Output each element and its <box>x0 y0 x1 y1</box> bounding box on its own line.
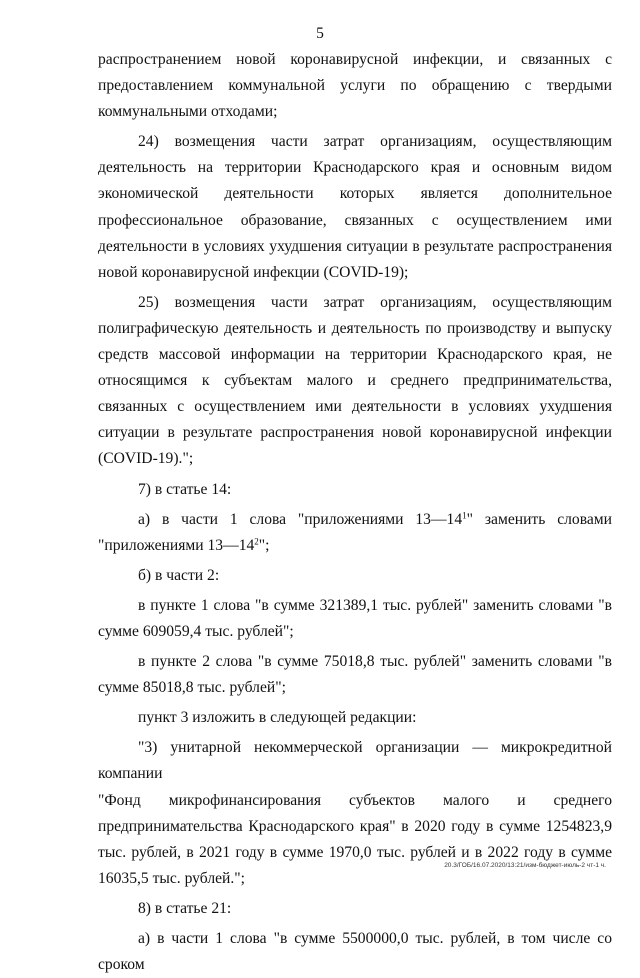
document-footer: 20.3/ГОБ/16.07.2020/13:21/изм-бюджет-июль-2 чт-1 ч. <box>444 862 606 869</box>
paragraph-article-14: 7) в статье 14: <box>138 480 232 498</box>
paragraph-point-2: в пункте 2 слова "в сумме 75018,8 тыс. рублей" заменить словами "в сумме 85018,8 тыс. рублей"; <box>98 653 612 697</box>
superscript: 2 <box>254 536 259 547</box>
paragraph-quote-body: "Фонд микрофинансирования субъектов малого и среднего предпринимательства Краснодарского края" в 2020 году в сумме 1254823,9 тыс. рублей, в 2021 году в сумме 1970,0 тыс. рублей и в 2022 году в сумме 16035,5 тыс. рублей."; <box>98 791 612 887</box>
paragraph-quote-start: "3) унитарной некоммерческой организации — микрокредитной компании <box>98 739 612 783</box>
paragraph-article-21: 8) в статье 21: <box>138 899 232 917</box>
paragraph-point-1: в пункте 1 слова "в сумме 321389,1 тыс. рублей" заменить словами "в сумме 609059,4 тыс. рублей"; <box>98 596 612 640</box>
text-segment: "; <box>258 536 270 554</box>
paragraph-continuation: распространением новой коронавирусной инфекции, и связанных с предоставлением коммунальной услуги по обращению с твердыми коммунальными отходами; <box>98 51 612 121</box>
paragraph-item-24: 24) возмещения части затрат организациям, осуществляющим деятельность на территории Краснодарского края и основным видом экономической деятельности которых является дополнительное профессиональное образование, связанных с осуществлением ими деятельности в условиях ухудшения ситуации в результате распространения новой коронавирусной инфекции (COVID-19); <box>98 133 612 281</box>
page-number: 5 <box>316 25 324 42</box>
paragraph-article-14-part-1 <box>98 507 612 559</box>
paragraph-point-3: пункт 3 изложить в следующей редакции: <box>138 709 417 727</box>
text-segment: " заменить словами "приложениями 13—14 <box>98 510 612 554</box>
paragraph-article-21-part-1: а) в части 1 слова "в сумме 5500000,0 тыс. рублей, в том числе со сроком <box>98 930 612 974</box>
paragraph-article-14-part-2: б) в части 2: <box>138 566 220 584</box>
paragraph-item-25: 25) возмещения части затрат организациям, осуществляющим полиграфическую деятельность и деятельность по производству и выпуску средств массовой информации на территории Краснодарского края, не относящимся к субъектам малого и среднего предпринимательства, связанных с осуществлением ими деятельности в условиях ухудшения ситуации в результате распространения новой коронавирусной инфекции (COVID-19)."; <box>98 293 612 468</box>
superscript: 1 <box>462 510 467 521</box>
text-segment: а) в части 1 слова "приложениями 13—14 <box>138 510 463 528</box>
document-body <box>98 47 612 978</box>
